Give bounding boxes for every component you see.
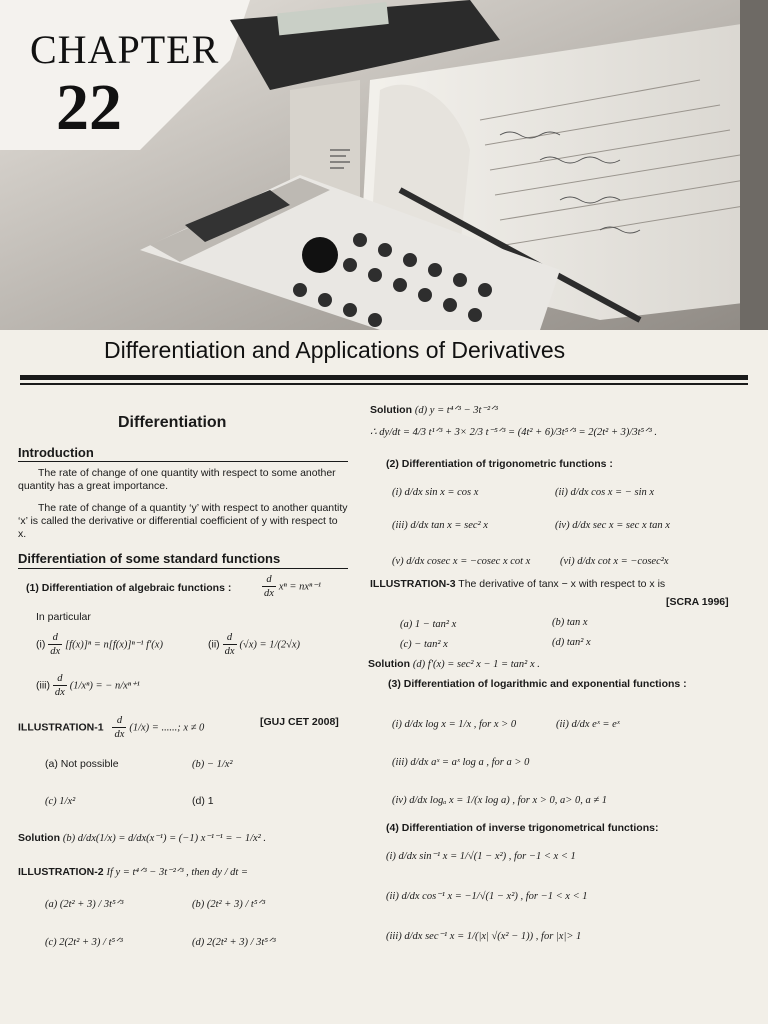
ill3-option-d: (d) tan² x (552, 637, 591, 648)
chapter-label: CHAPTER (30, 27, 220, 72)
ill2-option-a: (a) (2t² + 3) / 3t⁵ᐟ³ (45, 899, 124, 910)
solution-2-line-1: Solution (d) y = t⁴ᐟ³ − 3t⁻²ᐟ³ (370, 404, 498, 416)
log-i: (i) d/dx log x = 1/x , for x > 0 (392, 719, 517, 730)
intro-paragraph-1: The rate of change of one quantity with respect to some another quantity has a great importance. (18, 467, 336, 493)
ill2-option-c: (c) 2(2t² + 3) / t⁵ᐟ³ (45, 937, 123, 948)
trig-iii: (iii) d/dx tan x = sec² x (392, 520, 488, 531)
intro-paragraph-2: The rate of change of a quantity ‘y’ with respect to another quantity ‘x’ is called the derivative or differential coefficient of y with respect to x. (18, 502, 348, 541)
intro-heading: Introduction (18, 445, 94, 460)
trig-iv: (iv) d/dx sec x = sec x tan x (555, 520, 670, 531)
ill3-option-b: (b) tan x (552, 617, 588, 628)
illustration-3-source: [SCRA 1996] (666, 596, 729, 608)
d-dx-fraction: $\frac{d}{dx}$ (264, 574, 274, 600)
illustration-1-source: [GUJ CET 2008] (260, 716, 339, 728)
inv-ii: (ii) d/dx cos⁻¹ x = −1/√(1 − x²) , for −1 < x < 1 (386, 891, 588, 902)
trig-v: (v) d/dx cosec x = −cosec x cot x (392, 556, 531, 567)
solution-3: Solution (d) f′(x) = sec² x − 1 = tan² x . (368, 658, 540, 670)
inverse-trig-heading: (4) Differentiation of inverse trigonometrical functions: (386, 822, 659, 834)
particular-i: (i) $\frac{d}{dx}$ [f(x)]ⁿ = n[f(x)]ⁿ⁻¹ f′(x) (36, 632, 163, 658)
algebraic-formula (262, 573, 321, 600)
ill1-option-c: (c) 1/x² (45, 796, 76, 807)
inv-iii: (iii) d/dx sec⁻¹ x = 1/(|x| √(x² − 1)) , for |x|> 1 (386, 931, 582, 942)
ill2-option-d: (d) 2(2t² + 3) / 3t⁵ᐟ³ (192, 937, 276, 948)
intro-divider (18, 461, 348, 462)
title-rule-thick (20, 375, 748, 380)
illustration-3: ILLUSTRATION-3 The derivative of tanx − x with respect to x is (370, 578, 666, 590)
standard-functions-divider (18, 568, 348, 569)
solution-1: Solution (b) d/dx(1/x) = d/dx(x⁻¹) = (−1) x⁻¹⁻¹ = − 1/x² . (18, 832, 267, 844)
trig-heading: (2) Differentiation of trigonometric functions : (386, 458, 613, 470)
standard-functions-heading: Differentiation of some standard functions (18, 551, 281, 566)
log-iii: (iii) d/dx aˣ = aˣ log a , for a > 0 (392, 757, 530, 768)
ill1-option-b: (b) − 1/x² (192, 759, 233, 770)
in-particular: In particular (36, 611, 91, 623)
log-iv: (iv) d/dx logₐ x = 1/(x log a) , for x > 0, a> 0, a ≠ 1 (392, 795, 607, 806)
particular-iii: (iii) $\frac{d}{dx}$ (1/xⁿ) = − n/xⁿ⁺¹ (36, 673, 140, 699)
illustration-1: ILLUSTRATION-1 $\frac{d}{dx}$ (1/x) = ......; x ≠ 0 (18, 715, 205, 741)
algebraic-formula-text: xⁿ = nxⁿ⁻¹ (278, 581, 322, 593)
inv-i: (i) d/dx sin⁻¹ x = 1/√(1 − x²) , for −1 < x < 1 (386, 851, 576, 862)
illustration-2: ILLUSTRATION-2 If y = t⁴ᐟ³ − 3t⁻²ᐟ³ , then dy / dt = (18, 866, 248, 878)
ill3-option-a: (a) 1 − tan² x (400, 619, 457, 630)
log-ii: (ii) d/dx eˣ = eˣ (556, 719, 620, 730)
section-title: Differentiation (118, 414, 227, 431)
algebraic-label: (1) Differentiation of algebraic functions : (26, 582, 232, 594)
ill3-option-c: (c) − tan² x (400, 639, 448, 650)
ill1-option-d: (d) 1 (192, 795, 214, 807)
trig-ii: (ii) d/dx cos x = − sin x (555, 487, 655, 498)
particular-ii: (ii) $\frac{d}{dx}$ (√x) = 1/(2√x) (208, 632, 301, 658)
ill2-option-b: (b) (2t² + 3) / t⁵ᐟ³ (192, 899, 266, 910)
solution-2-line-2: ∴ dy/dt = 4/3 t¹ᐟ³ + 3× 2/3 t⁻⁵ᐟ³ = (4t² + 6)/3t⁵ᐟ³ = 2(2t² + 3)/3t⁵ᐟ³ . (370, 427, 657, 438)
trig-vi: (vi) d/dx cot x = −cosec²x (560, 556, 669, 567)
title-rule-thin (20, 383, 748, 385)
chapter-title: Differentiation and Applications of Derivatives (104, 337, 566, 363)
chapter-number: 22 (56, 71, 122, 144)
log-heading: (3) Differentiation of logarithmic and exponential functions : (388, 678, 687, 690)
trig-i: (i) d/dx sin x = cos x (392, 487, 479, 498)
ill1-option-a: (a) Not possible (45, 758, 119, 770)
